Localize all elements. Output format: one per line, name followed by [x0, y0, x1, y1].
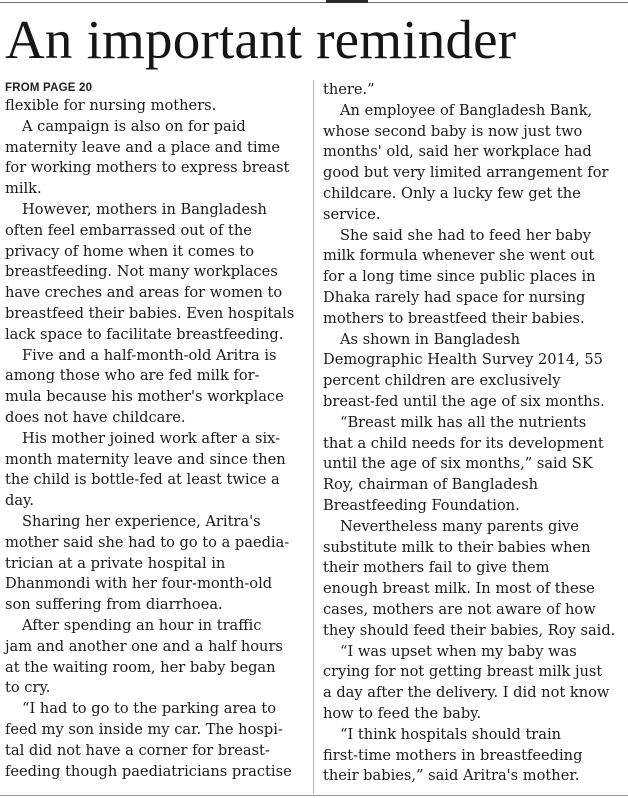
left-column-text: [5, 96, 302, 782]
left-column-line: However, mothers in Bangladesh: [22, 200, 267, 218]
left-column-line: among those who are fed milk for-: [5, 367, 260, 385]
right-column-line: Roy, chairman of Bangladesh: [323, 476, 539, 494]
right-column-line: until the age of six months,” said SK: [323, 455, 593, 473]
right-column-line: “I was upset when my baby was: [340, 642, 577, 660]
section-tab-marker: [326, 0, 368, 3]
left-column-line: tal did not have a corner for breast-: [5, 741, 270, 759]
right-column-line: cases, mothers are not aware of how: [323, 600, 596, 618]
left-column-line: at the waiting room, her baby began: [5, 658, 276, 676]
left-column-line: mother said she had to go to a paedia-: [5, 533, 290, 551]
right-column-line: Demographic Health Survey 2014, 55: [323, 351, 603, 369]
left-column-line: mula because his mother's workplace: [5, 388, 284, 406]
left-column-line: flexible for nursing mothers.: [5, 97, 217, 114]
left-column-line: Dhanmondi with her four-month-old: [5, 575, 273, 593]
right-column-line: for a long time since public places in: [323, 268, 596, 286]
right-column-line: mothers to breastfeed their babies.: [323, 309, 585, 327]
left-column-line: have creches and areas for women to: [5, 284, 283, 302]
right-column-line: crying for not getting breast milk just: [323, 663, 603, 681]
right-column-line: first-time mothers in breastfeeding: [323, 746, 583, 764]
left-column-line: breastfeeding. Not many workplaces: [5, 263, 278, 281]
left-column-line: lack space to facilitate breastfeeding.: [5, 325, 284, 343]
right-column-line: how to feed the baby.: [323, 704, 482, 722]
right-column-line: good but very limited arrangement for: [323, 164, 609, 182]
left-column-line: Five and a half-month-old Aritra is: [22, 346, 277, 364]
left-column-line: son suffering from diarrhoea.: [5, 596, 223, 614]
left-column-line: trician at a private hospital in: [5, 554, 226, 572]
left-column-line: month maternity leave and since then: [5, 450, 286, 468]
left-column-line: After spending an hour in traffic: [22, 616, 262, 634]
bottom-rule: [0, 795, 628, 796]
top-rule: [0, 2, 628, 3]
right-column-line: childcare. Only a lucky few get the: [323, 184, 581, 202]
right-column-line: they should feed their babies, Roy said.: [323, 621, 616, 639]
right-column-line: months' old, said her workplace had: [323, 143, 592, 161]
right-column-line: She said she had to feed her baby: [340, 226, 591, 244]
left-column-line: maternity leave and a place and time: [5, 138, 281, 156]
left-column-line: for working mothers to express breast: [5, 159, 290, 177]
left-column-line: the child is bottle-fed at least twice a: [5, 471, 280, 489]
jump-label: FROM PAGE 20: [5, 82, 93, 94]
right-column-text: [323, 80, 621, 787]
column-divider: [313, 80, 314, 794]
left-column-line: Sharing her experience, Aritra's: [22, 512, 261, 530]
left-column-line: to cry.: [5, 679, 51, 697]
headline: An important reminder: [5, 9, 517, 70]
left-column-line: His mother joined work after a six-: [22, 429, 281, 447]
right-column-line: Dhaka rarely had space for nursing: [323, 288, 586, 306]
article-column-left: [5, 80, 302, 782]
right-column-line: service.: [323, 205, 381, 223]
right-column-line: enough breast milk. In most of these: [323, 580, 595, 598]
left-column-line: breastfeed their babies. Even hospitals: [5, 304, 295, 322]
article-column-right: [323, 80, 621, 787]
right-column-line: whose second baby is now just two: [323, 122, 583, 140]
left-column-line: “I had to go to the parking area to: [22, 700, 277, 718]
right-column-line: Nevertheless many parents give: [340, 517, 579, 535]
right-column-line: percent children are exclusively: [323, 372, 561, 390]
right-column-line: “Breast milk has all the nutrients: [340, 413, 587, 431]
right-column-line: Breastfeeding Foundation.: [323, 496, 520, 514]
right-column-line: substitute milk to their babies when: [323, 538, 591, 556]
right-column-line: that a child needs for its development: [323, 434, 604, 452]
left-column-line: feeding though paediatricians practise: [5, 762, 292, 780]
right-column-line: a day after the delivery. I did not know: [323, 684, 610, 702]
left-column-line: feed my son inside my car. The hospi-: [5, 720, 283, 738]
right-column-line: “I think hospitals should train: [340, 725, 562, 743]
left-column-line: does not have childcare.: [5, 408, 186, 426]
left-column-line: privacy of home when it comes to: [5, 242, 255, 260]
right-column-line: milk formula whenever she went out: [323, 247, 595, 265]
left-column-line: milk.: [5, 180, 42, 198]
left-column-line: often feel embarrassed out of the: [5, 221, 252, 239]
right-column-line: As shown in Bangladesh: [340, 330, 520, 348]
left-column-line: jam and another one and a half hours: [5, 637, 283, 655]
right-column-line: An employee of Bangladesh Bank,: [340, 101, 593, 119]
left-column-line: day.: [5, 492, 34, 510]
right-column-line: their babies,” said Aritra's mother.: [323, 767, 580, 785]
right-column-line: there.”: [323, 81, 375, 98]
left-column-line: A campaign is also on for paid: [22, 117, 246, 135]
right-column-line: their mothers fail to give them: [323, 559, 550, 577]
right-column-line: breast-fed until the age of six months.: [323, 392, 605, 410]
